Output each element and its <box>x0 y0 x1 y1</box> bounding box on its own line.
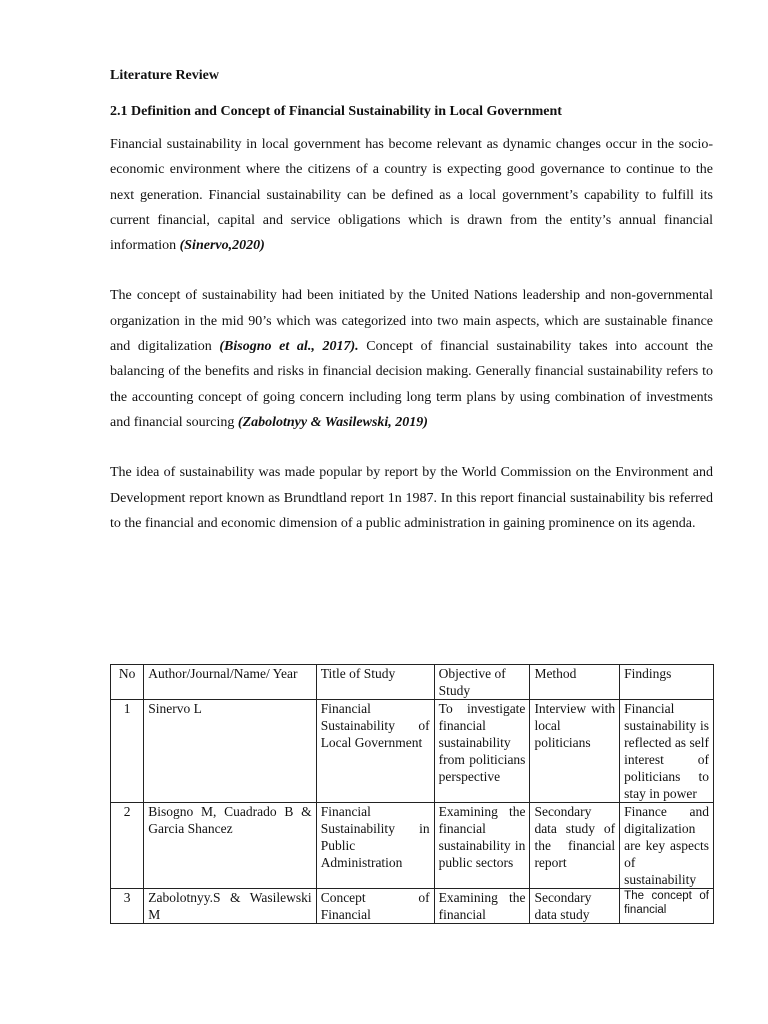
paragraph-2-text-continued: Concept of financial sustainability takes into account the balancing of the benefits and risks in financial decision making. Generally financial sustainability refers to the accounting concept of going concern including long term plans by using combination of investments and financial sourcing <box>110 339 713 430</box>
cell-objective: Examining the financial <box>434 889 530 924</box>
cell-findings: The concept of financial <box>620 889 714 924</box>
cell-title: Concept of Financial <box>316 889 434 924</box>
cell-objective: To investigate financial sustainability from politicians perspective <box>434 700 530 803</box>
cell-author: Bisogno M, Cuadrado B & Garcia Shancez <box>144 803 316 889</box>
paragraph-3: The idea of sustainability was made popular by report by the World Commission on the Environment and Development report known as Brundtland report 1n 1987. In this report financial sustainability bis referred to the financial and economic dimension of a public administration in gaining prominence on its agenda. <box>110 465 713 531</box>
header-author: Author/Journal/Name/ Year <box>144 665 316 700</box>
literature-table <box>110 664 714 924</box>
header-no: No <box>111 665 144 700</box>
cell-no: 3 <box>111 889 144 924</box>
cell-method: Secondary data study of the financial report <box>530 803 620 889</box>
header-objective: Objective of Study <box>434 665 530 700</box>
citation-bisogno: (Bisogno et al., 2017). <box>219 339 359 355</box>
paragraph-1 <box>110 132 713 258</box>
cell-no: 1 <box>111 700 144 803</box>
cell-method: Secondary data study <box>530 889 620 924</box>
cell-no: 2 <box>111 803 144 889</box>
header-title: Title of Study <box>316 665 434 700</box>
document-heading: Literature Review <box>110 68 219 83</box>
document-page <box>110 66 713 536</box>
cell-title: Financial Sustainability in Public Administration <box>316 803 434 889</box>
table-header-row <box>111 665 714 700</box>
paragraph-2-text: The concept of sustainability had been initiated by the United Nations leadership and non-governmental organization in the mid 90’s which was categorized into two main aspects, which are sustainable finance and digitalization <box>110 288 713 355</box>
table-row <box>111 889 714 924</box>
citation-sinervo: (Sinervo,2020) <box>179 238 265 254</box>
table-row <box>111 803 714 889</box>
cell-findings: Financial sustainability is reflected as self interest of politicians to stay in power <box>620 700 714 803</box>
section-title: 2.1 Definition and Concept of Financial Sustainability in Local Government <box>110 104 562 119</box>
cell-author: Zabolotnyy.S & Wasilewski M <box>144 889 316 924</box>
cell-title: Financial Sustainability of Local Government <box>316 700 434 803</box>
cell-findings: Finance and digitalization are key aspects of sustainability <box>620 803 714 889</box>
citation-zabolotnyy: (Zabolotnyy & Wasilewski, 2019) <box>237 414 428 430</box>
header-findings: Findings <box>620 665 714 700</box>
paragraph-1-text: Financial sustainability in local government has become relevant as dynamic changes occur in the socio-economic environment where the citizens of a country is expecting good governance to continue to the next generation. Financial sustainability can be defined as a local government’s capability to fulfill its current financial, capital and service obligations which is drawn from the entity’s annual financial information <box>110 137 713 254</box>
table-row <box>111 700 714 803</box>
paragraph-2 <box>110 283 713 435</box>
cell-objective: Examining the financial sustainability in public sectors <box>434 803 530 889</box>
header-method: Method <box>530 665 620 700</box>
cell-author: Sinervo L <box>144 700 316 803</box>
cell-method: Interview with local politicians <box>530 700 620 803</box>
